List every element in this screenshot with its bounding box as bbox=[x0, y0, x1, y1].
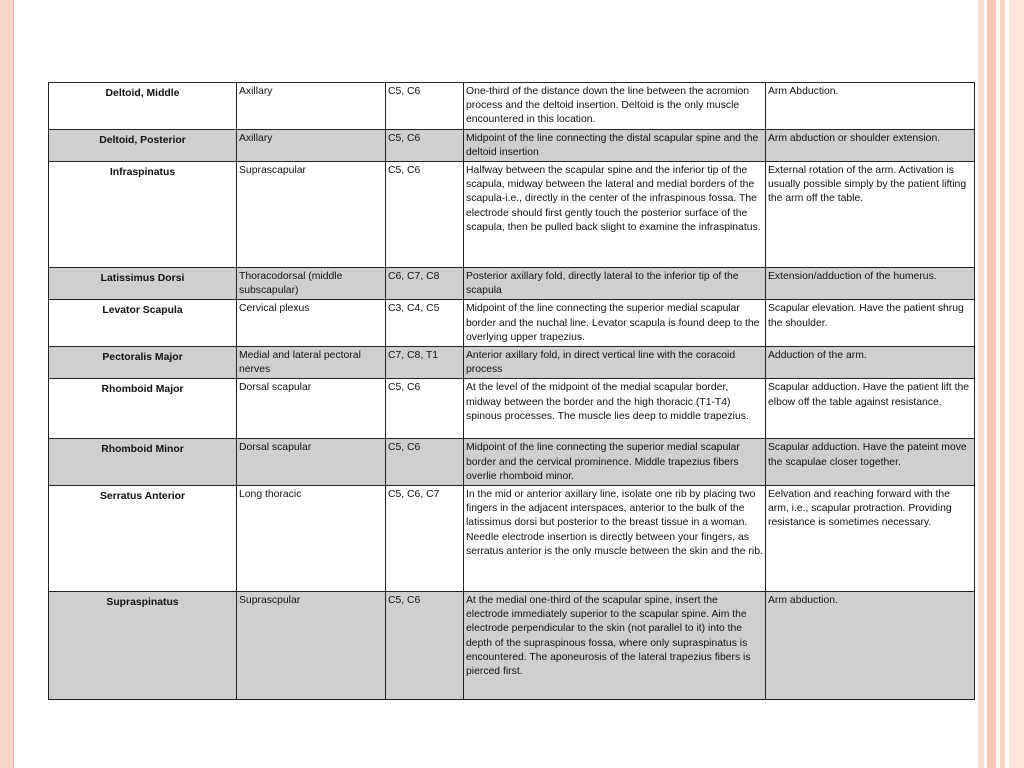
table-row bbox=[49, 592, 975, 700]
activation-cell: Scapular elevation. Have the patient shrug the shoulder. bbox=[766, 300, 975, 347]
activation-cell: Arm Abduction. bbox=[766, 83, 975, 130]
muscle-name-cell: Deltoid, Posterior bbox=[49, 129, 237, 161]
nerve-cell: Dorsal scapular bbox=[237, 439, 386, 486]
needle-location-cell: Midpoint of the line connecting the superior medial scapular border and the cervical prominence. Middle trapezius fibers overlie rhomboid minor. bbox=[464, 439, 766, 486]
needle-location-cell: At the level of the midpoint of the medial scapular border, midway between the border and the high thoracic (T1-T4) spinous processes. The muscle lies deep to middle trapezius. bbox=[464, 379, 766, 439]
table-row bbox=[49, 162, 975, 268]
muscle-name-cell: Serratus Anterior bbox=[49, 486, 237, 592]
slide-left-border bbox=[0, 0, 14, 768]
needle-location-cell: Halfway between the scapular spine and the inferior tip of the scapula, midway between the lateral and medial borders of the scapula-i.e., directly in the center of the infraspinous fossa. The electrode should first gently touch the posterior surface of the scapula, then be pulled back slight to examine the infraspinatus. bbox=[464, 162, 766, 268]
nerve-cell: Cervical plexus bbox=[237, 300, 386, 347]
needle-location-cell: Midpoint of the line connecting the superior medial scapular border and the nuchal line. Levator scapula is found deep to the overlying upper trapezius. bbox=[464, 300, 766, 347]
needle-location-cell: At the medial one-third of the scapular spine, insert the electrode immediately superior to the scapular spine. Aim the electrode perpendicular to the skin (not parallel to it) into the depth of the supraspinous fossa, where only supraspinatus is encountered. The aponeurosis of the lateral trapezius fibers is pierced first. bbox=[464, 592, 766, 700]
nerve-cell: Medial and lateral pectoral nerves bbox=[237, 347, 386, 379]
activation-cell: Arm abduction or shoulder extension. bbox=[766, 129, 975, 161]
muscle-name-cell: Supraspinatus bbox=[49, 592, 237, 700]
slide-right-stripe bbox=[1000, 0, 1005, 768]
nerve-roots-cell: C6, C7, C8 bbox=[386, 268, 464, 300]
muscle-name-cell: Pectoralis Major bbox=[49, 347, 237, 379]
muscle-table-container bbox=[48, 82, 974, 690]
nerve-roots-cell: C5, C6, C7 bbox=[386, 486, 464, 592]
nerve-cell: Suprascpular bbox=[237, 592, 386, 700]
nerve-roots-cell: C5, C6 bbox=[386, 592, 464, 700]
nerve-roots-cell: C5, C6 bbox=[386, 83, 464, 130]
table-row bbox=[49, 83, 975, 130]
needle-location-cell: Anterior axillary fold, in direct vertical line with the coracoid process bbox=[464, 347, 766, 379]
nerve-cell: Axillary bbox=[237, 129, 386, 161]
muscle-name-cell: Rhomboid Minor bbox=[49, 439, 237, 486]
nerve-cell: Suprascapular bbox=[237, 162, 386, 268]
nerve-roots-cell: C3, C4, C5 bbox=[386, 300, 464, 347]
slide-right-stripe bbox=[1009, 0, 1024, 768]
activation-cell: Extension/adduction of the humerus. bbox=[766, 268, 975, 300]
nerve-cell: Dorsal scapular bbox=[237, 379, 386, 439]
needle-location-cell: Midpoint of the line connecting the distal scapular spine and the deltoid insertion bbox=[464, 129, 766, 161]
needle-location-cell: In the mid or anterior axillary line, isolate one rib by placing two fingers in the adjacent interspaces, anterior to the bulk of the latissimus dorsi but posterior to the breast tissue in a woman. Needle electrode insertion is directly between your fingers, as serratus anterior is the only muscle between the skin and the rib. bbox=[464, 486, 766, 592]
nerve-roots-cell: C5, C6 bbox=[386, 162, 464, 268]
table-row bbox=[49, 379, 975, 439]
table-row bbox=[49, 486, 975, 592]
slide-right-stripe bbox=[987, 0, 996, 768]
table-row bbox=[49, 300, 975, 347]
table-row bbox=[49, 347, 975, 379]
muscle-name-cell: Latissimus Dorsi bbox=[49, 268, 237, 300]
muscle-table bbox=[48, 82, 975, 700]
activation-cell: Adduction of the arm. bbox=[766, 347, 975, 379]
table-row bbox=[49, 439, 975, 486]
muscle-name-cell: Rhomboid Major bbox=[49, 379, 237, 439]
activation-cell: Scapular adduction. Have the pateint move the scapulae closer together. bbox=[766, 439, 975, 486]
muscle-name-cell: Deltoid, Middle bbox=[49, 83, 237, 130]
nerve-roots-cell: C5, C6 bbox=[386, 129, 464, 161]
nerve-cell: Long thoracic bbox=[237, 486, 386, 592]
table-row bbox=[49, 268, 975, 300]
nerve-cell: Thoracodorsal (middle subscapular) bbox=[237, 268, 386, 300]
nerve-roots-cell: C5, C6 bbox=[386, 439, 464, 486]
activation-cell: Eelvation and reaching forward with the arm, i.e., scapular protraction. Providing resistance is sometimes necessary. bbox=[766, 486, 975, 592]
slide-right-stripe bbox=[978, 0, 984, 768]
nerve-cell: Axillary bbox=[237, 83, 386, 130]
needle-location-cell: One-third of the distance down the line between the acromion process and the deltoid insertion. Deltoid is the only muscle encountered in this location. bbox=[464, 83, 766, 130]
nerve-roots-cell: C5, C6 bbox=[386, 379, 464, 439]
nerve-roots-cell: C7, C8, T1 bbox=[386, 347, 464, 379]
activation-cell: Arm abduction. bbox=[766, 592, 975, 700]
table-row bbox=[49, 129, 975, 161]
activation-cell: Scapular adduction. Have the patient lift the elbow off the table against resistance. bbox=[766, 379, 975, 439]
activation-cell: External rotation of the arm. Activation is usually possible simply by the patient lifting the arm off the table. bbox=[766, 162, 975, 268]
needle-location-cell: Posterior axillary fold, directly lateral to the inferior tip of the scapula bbox=[464, 268, 766, 300]
muscle-name-cell: Infraspinatus bbox=[49, 162, 237, 268]
muscle-name-cell: Levator Scapula bbox=[49, 300, 237, 347]
